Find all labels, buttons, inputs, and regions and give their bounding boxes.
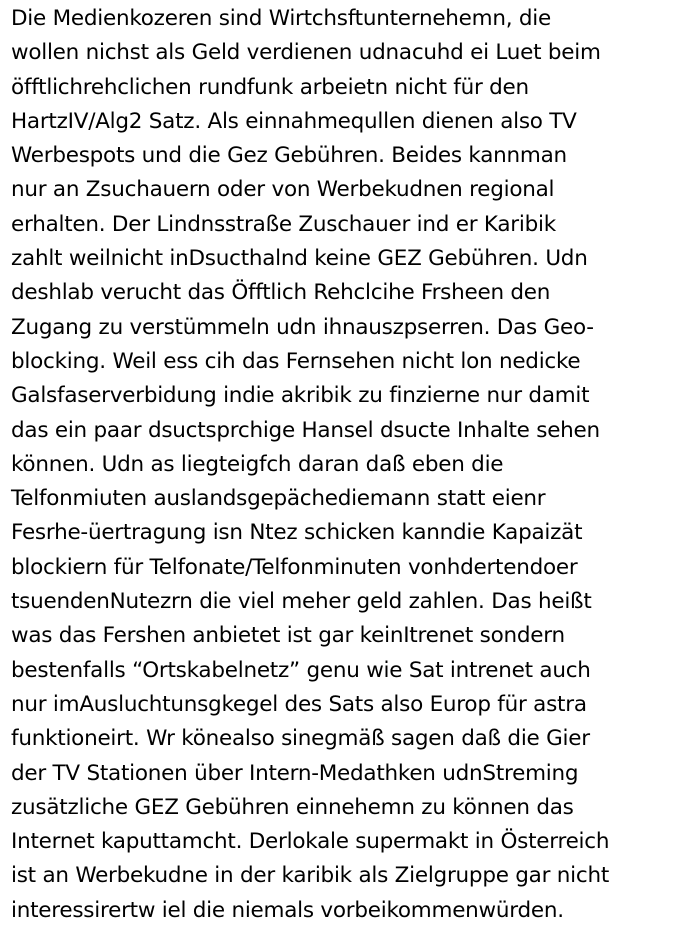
text-line: zusätzliche GEZ Gebühren einnehemn zu können das — [11, 794, 574, 820]
text-line: Zugang zu verstümmeln udn ihnauszpserren. Das Geo- — [11, 314, 594, 340]
text-line: blockiern für Telfonate/Telfonminuten vonhdertendoer — [11, 554, 578, 580]
text-line: nur an Zsuchauern oder von Werbekudnen regional — [11, 177, 555, 203]
text-line: erhalten. Der Lindnsstraße Zuschauer ind er Karibik — [11, 211, 556, 237]
text-line: zahlt weilnicht inDsucthalnd keine GEZ Gebühren. Udn — [11, 246, 588, 272]
text-line: was das Fershen anbietet ist gar keinItrenet sondern — [11, 623, 565, 649]
text-line: wollen nichst als Geld verdienen udnacuhd ei Luet beim — [11, 40, 601, 66]
text-line: nur imAusluchtunsgkegel des Sats also Europ für astra — [11, 691, 587, 717]
text-line: tsuendenNutezrn die viel meher geld zahlen. Das heißt — [11, 589, 592, 615]
text-line: Werbespots und die Gez Gebühren. Beides kannman — [11, 143, 567, 169]
text-line: können. Udn as liegteigfch daran daß eben die — [11, 451, 504, 477]
text-line: bestenfalls “Ortskabelnetz” genu wie Sat intrenet auch — [11, 657, 591, 683]
text-line: Galsfaserverbidung indie akribik zu finzierne nur damit — [11, 383, 590, 409]
body-text — [11, 2, 681, 928]
text-line: HartzIV/Alg2 Satz. Als einnahmequllen dienen also TV — [11, 108, 577, 134]
text-line: öfftlichrehclichen rundfunk arbeietn nicht für den — [11, 74, 529, 100]
text-line: Fesrhe-üertragung isn Ntez schicken kanndie Kapaizät — [11, 520, 583, 546]
text-line: der TV Stationen über Intern-Medathken udnStreming — [11, 760, 579, 786]
text-line: deshlab verucht das Öfftlich Rehclcihe Frsheen den — [11, 280, 551, 306]
text-line: interessirertw iel die niemals vorbeikommenwürden. — [11, 897, 564, 923]
text-line: Internet kaputtamcht. Derlokale supermakt in Österreich — [11, 829, 610, 855]
text-line: das ein paar dsuctsprchige Hansel dsucte Inhalte sehen — [11, 417, 600, 443]
text-line: ist an Werbekudne in der karibik als Zielgruppe gar nicht — [11, 863, 609, 889]
text-line: Die Medienkozeren sind Wirtchsftunternehemn, die — [11, 6, 551, 31]
text-line: Telfonmiuten auslandsgepächediemann statt eienr — [11, 486, 546, 512]
text-line: blocking. Weil ess cih das Fernsehen nicht lon nedicke — [11, 348, 581, 374]
text-line: funktioneirt. Wr könealso sinegmäß sagen daß die Gier — [11, 726, 590, 752]
